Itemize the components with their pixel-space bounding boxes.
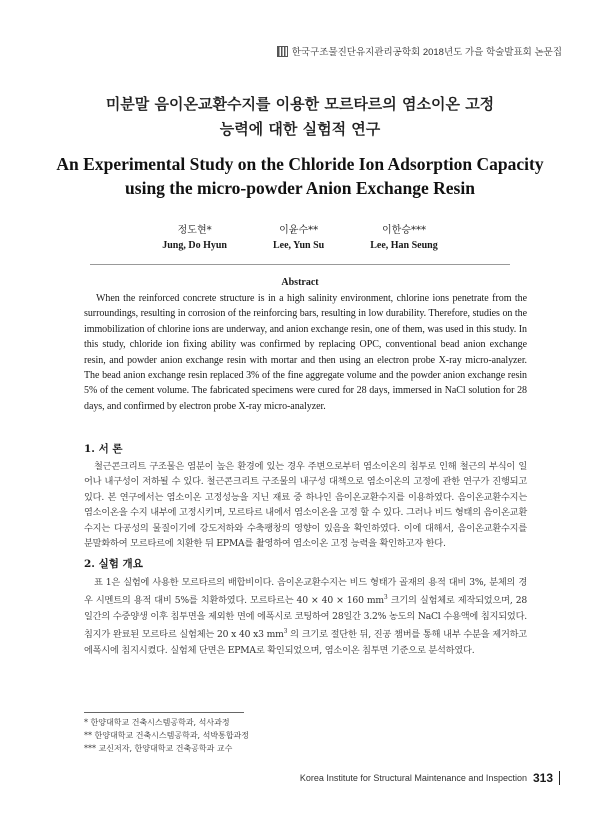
page-number: 313 [532,771,553,785]
author-name-en: Lee, Yun Su [273,240,325,251]
author-name-en: Jung, Do Hyun [162,240,227,251]
english-title-line-1: An Experimental Study on the Chloride Ion Adsorption Capacity [56,154,544,174]
footnote: ** 한양대학교 건축시스템공학과, 석박통합과정 [84,731,250,740]
author-name-ko: 이한승*** [382,225,426,236]
section-heading-introduction: 1. 서 론 [84,443,123,455]
footer-bar [559,771,560,785]
author-name-en: Lee, Han Seung [370,240,438,251]
section-text-experiment [84,575,527,658]
author [273,223,324,254]
korean-title-line-1: 미분말 음이온교환수지를 이용한 모르타르의 염소이온 고정 [105,95,495,113]
footnote-divider [84,712,244,713]
abstract-heading: Abstract [281,277,319,288]
author-name-ko: 정도현* [177,225,212,236]
korean-title-line-2: 능력에 대한 실험적 연구 [219,120,381,138]
book-icon [277,46,288,57]
footnote: * 한양대학교 건축시스템공학과, 석사과정 [84,718,230,727]
section-text-introduction: 철근콘크리트 구조물은 염분이 높은 환경에 있는 경우 주변으로부터 염소이온의 침투로 인해 철근의 부식이 일어나 내구성이 저하될 수 있다. 철근콘크리트 구조물의 내구성 대책으로 염소이온의 고정에 관한 연구가 진행되고 있다. 본 연구에서는 염소이온 고정성능을 지닌 재료 중 하나인 음이온교환수지를 이용하였다. 음이온교환수지는 염소이온을 수지 내부에 고정시키며, 모르타르 내에서 염소이온을 고정 할 수 있다. 그러나 비드 형태의 음이온교환수지는 다공성의 물질이기에 강도저하와 수축팽창의 영향이 있음을 확인하였다. 이에 대해서, 음이온교환수지를 분말화하여 모르타르에 치환한 뒤 EPMA를 촬영하여 염소이온 고정 능력을 확인하고자 한다. [84,461,527,550]
footnotes [84,716,249,755]
superscript: 3 [283,628,288,636]
author-name-ko: 이윤수** [279,225,319,236]
author-list [0,223,600,254]
page-footer [300,771,560,785]
running-header [277,44,562,58]
english-title-line-2: using the micro-powder Anion Exchange Resin [125,178,475,198]
footnote: *** 교신저자, 한양대학교 건축공학과 교수 [84,744,233,753]
journal-name: 한국구조물진단유지관리공학회 2018년도 가을 학술발표회 논문집 [291,47,562,58]
english-title [40,152,560,200]
superscript: 3 [383,594,388,602]
footer-institute: Korea Institute for Structural Maintenance and Inspection [299,773,527,783]
author [370,223,438,254]
divider [90,264,510,265]
author [162,223,227,254]
text-segment: 크기의 실험체로 제작되었으며, 28일간의 수중양생 이후 침투면을 제외한 면에 에폭시로 코팅하여 28일간 3.2% 농도의 NaCl 수용액에 침지되었다. 침지가 완료된 모르타르 실험체는 20 x 40 x3 mm [84,595,527,641]
text-segment: 의 크기로 절단한 뒤, 진공 챔버를 통해 내부 수분을 제거하고 에폭시에 침지시켰다. 실험체 단면은 EPMA로 확인되었으며, 염소이온 침투면 기준으로 분석하였다. [84,629,527,656]
text-segment: 표 1은 실험에 사용한 모르타르의 배합비이다. 음이온교환수지는 비드 형태가 골재의 용적 대비 3%, 분체의 경우 시멘트의 용적 대비 5%를 치환하였다. 모르타르는 40 × 40 × 160 mm [84,577,527,607]
abstract-text: When the reinforced concrete structure is in a high salinity environment, chlorine ions penetrate from the surroundings, resulting in corrosion of the reinforcing bars, resulting in low durability. Therefore, studies on the immobilization of chlorine ions are underway, and anion exchange resin, one of them, was used in this study. In this study, chloride ion fixing ability was confirmed by replacing OPC, conventional bead anion exchange resin, and powder anion exchange resin with mortar and then using an electron probe X-ray micro-analyzer. The bead anion exchange resin replaced 3% of the fine aggregate volume and the powder anion exchange resin 5% of the cement volume. The fabricated specimens were cured for 28 days, immersed in NaCl solution for 28 days, and confirmed by electron probe X-ray micro-analyzer. [84,293,527,412]
korean-title [40,92,560,142]
section-heading-experiment: 2. 실험 개요 [84,558,143,570]
